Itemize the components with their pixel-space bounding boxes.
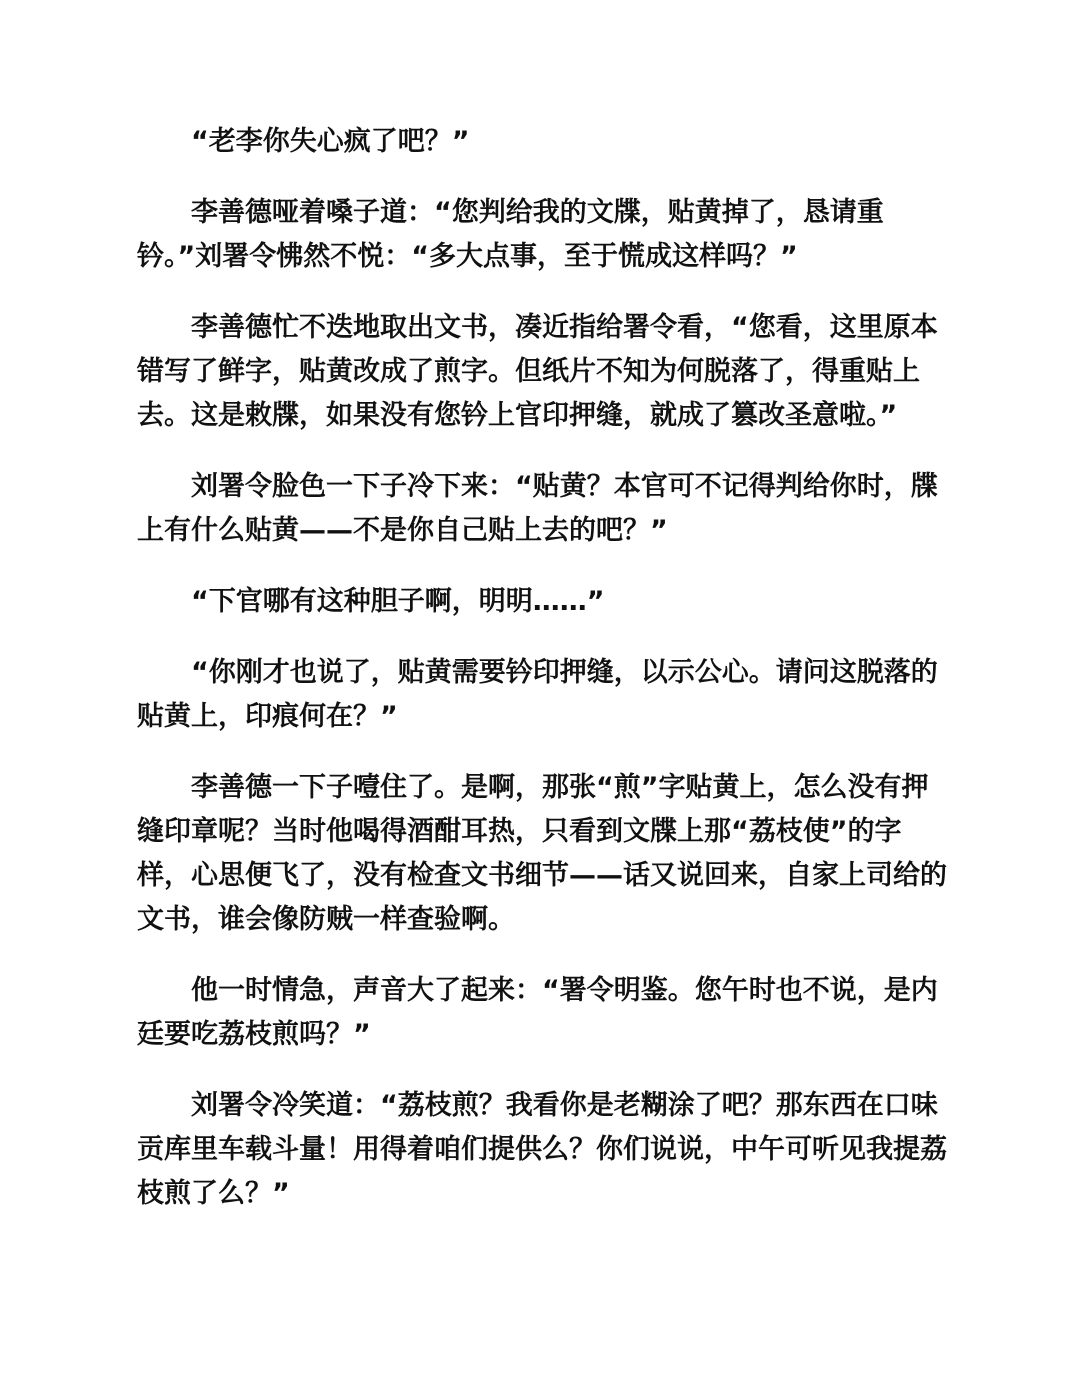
- paragraph-6: “你刚才也说了，贴黄需要钤印押缝，以示公心。请问这脱落的贴黄上，印痕何在？”: [137, 657, 938, 732]
- paragraph-4: 刘署令脸色一下子冷下来：“贴黄？本官可不记得判给你时，牒上有什么贴黄——不是你自己贴上去的吧？”: [137, 471, 938, 546]
- paragraph-7: 李善德一下子噎住了。是啊，那张“煎”字贴黄上，怎么没有押缝印章呢？当时他喝得酒酣耳热，只看到文牒上那“荔枝使”的字样，心思便飞了，没有检查文书细节——话又说回来，自家上司给的文书，谁会像防贼一样查验啊。: [137, 772, 947, 935]
- paragraph-5: “下官哪有这种胆子啊，明明……”: [191, 586, 605, 617]
- paragraph-1: “老李你失心疯了吧？”: [191, 126, 470, 157]
- paragraph-2: 李善德哑着嗓子道：“您判给我的文牒，贴黄掉了，恳请重钤。”刘署令怫然不悦：“多大点事，至于慌成这样吗？”: [137, 197, 884, 272]
- paragraph-9: 刘署令冷笑道：“荔枝煎？我看你是老糊涂了吧？那东西在口味贡库里车载斗量！用得着咱们提供么？你们说说，中午可听见我提荔枝煎了么？”: [137, 1090, 947, 1209]
- text-body: [137, 120, 947, 1243]
- paragraph-3: 李善德忙不迭地取出文书，凑近指给署令看，“您看，这里原本错写了鲜字，贴黄改成了煎字。但纸片不知为何脱落了，得重贴上去。这是敕牒，如果没有您钤上官印押缝，就成了篡改圣意啦。”: [137, 312, 938, 431]
- paragraph-8: 他一时情急，声音大了起来：“署令明鉴。您午时也不说，是内廷要吃荔枝煎吗？”: [137, 975, 938, 1050]
